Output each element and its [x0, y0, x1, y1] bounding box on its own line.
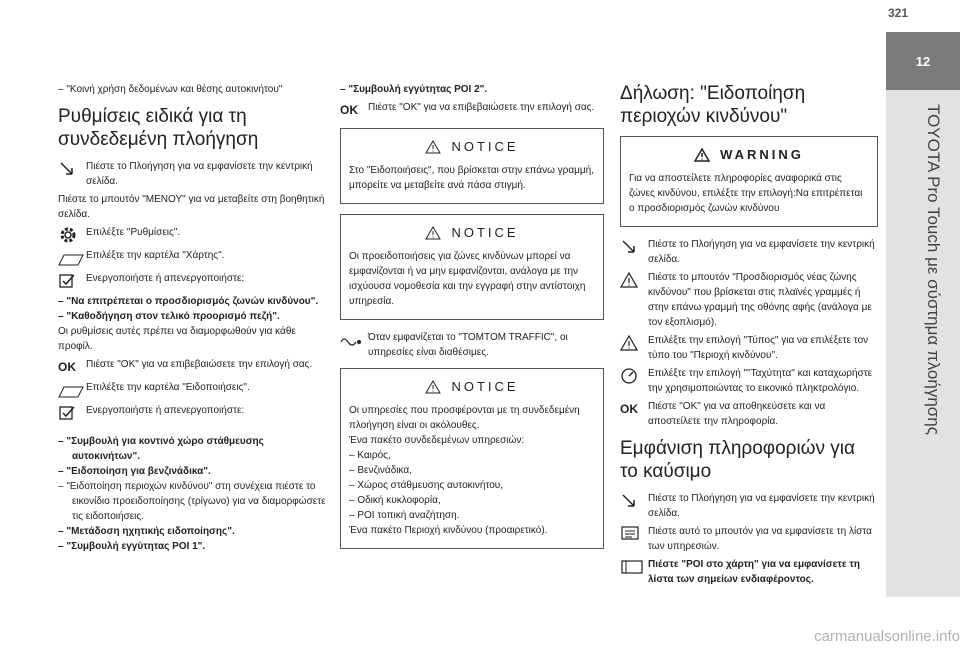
notice-text: Οι υπηρεσίες που προσφέρονται με τη συνδεδεμένη πλοήγηση είναι οι ακόλουθες.	[349, 405, 580, 431]
tab-icon	[58, 382, 84, 398]
map-tab-icon	[58, 250, 84, 266]
step-navigation	[58, 159, 328, 189]
step-text: Επιλέξτε την επιλογή "Τύπος" για να επιλέξετε τον τύπο του "Περιοχή κινδύνου".	[648, 335, 869, 361]
step-text: Επιλέξτε την καρτέλα "Χάρτης".	[86, 250, 225, 261]
notice-text: Ένα πακέτο Περιοχή κινδύνου (προαιρετικό).	[349, 525, 548, 536]
list-item: – "Συμβουλή εγγύτητας POI 1".	[58, 541, 206, 552]
warning-triangle-icon	[425, 140, 441, 154]
step-text: Πιέστε το μπουτόν "Προσδιορισμός νέας ζώνης κινδύνου" που βρίσκεται στις πλαϊνές γραμμές ή στην επάνω γραμμή της οθόνης αφής (ανάλογα με τον εξοπλισμό).	[648, 272, 872, 328]
step-poi	[620, 557, 878, 587]
step-settings	[58, 225, 328, 245]
step-text: Πιέστε "POI στο χάρτη" για να εμφανίσετε τη λίστα των σημείων ενδιαφέροντος.	[648, 559, 860, 585]
service-item: – Χώρος στάθμευσης αυτοκινήτου,	[349, 480, 504, 491]
notice-box	[340, 214, 604, 320]
services-list-icon	[620, 525, 642, 543]
option-item: – "Να επιτρέπεται ο προσδιορισμός ζωνών κινδύνου".	[58, 296, 319, 307]
step-navigation	[620, 491, 878, 521]
notice-label: NOTICE	[451, 379, 519, 394]
step-speed	[620, 366, 878, 396]
section-heading: Δήλωση: "Ειδοποίηση περιοχών κινδύνου"	[620, 83, 806, 127]
chapter-title: TOYOTA Pro Touch με σύστημα πλοήγησης	[924, 104, 943, 435]
step-text: Πιέστε το Πλοήγηση για να εμφανίσετε την κεντρική σελίδα.	[86, 161, 313, 187]
service-item: – POI τοπική αναζήτηση.	[349, 510, 460, 521]
danger-zone-icon	[620, 272, 638, 288]
tomtom-text: Όταν εμφανίζεται το "TOMTOM TRAFFIC", οι υπηρεσίες είναι διαθέσιμες.	[368, 332, 568, 358]
step-danger-zone	[620, 270, 878, 330]
column-1	[58, 82, 328, 554]
warning-triangle-icon	[425, 226, 441, 240]
step-text: Πιέστε "OK" για να αποθηκεύσετε και να αποστείλετε την πληροφορία.	[648, 401, 826, 427]
notice-label: NOTICE	[451, 225, 519, 240]
list-item: – "Ειδοποίηση περιοχών κινδύνου" στη συνέχεια πιέστε το εικονίδιο προειδοποίησης (τρίγωνο) για να διαμορφώσετε τις ειδοποιήσεις.	[58, 481, 326, 522]
watermark: carmanualsonline.info	[814, 628, 960, 645]
step-text: Ενεργοποιήστε ή απενεργοποιήστε:	[86, 273, 245, 284]
step-map-tab	[58, 248, 328, 268]
notice-text: Οι προειδοποιήσεις για ζώνες κινδύνων μπορεί να εμφανίζονται ή να μην εμφανίζονται, ανάλογα με την ισχύουσα νομοθεσία και την εγγραφή στην αντίστοιχη υπηρεσία.	[349, 251, 586, 307]
service-item: – Βενζινάδικα,	[349, 465, 412, 476]
list-item: – "Ειδοποίηση για βενζινάδικα".	[58, 466, 211, 477]
service-item: – Καιρός,	[349, 450, 391, 461]
checkbox-icon	[58, 404, 76, 422]
warning-triangle-icon	[694, 148, 710, 162]
ok-icon: OK	[620, 401, 638, 416]
warning-label: WARNING	[720, 147, 804, 162]
option-item: – "Καθοδήγηση στον τελικό προορισμό πεζή".	[58, 311, 280, 322]
step-text: Πιέστε το μπουτόν "ΜΕΝΟΥ" για να μεταβείτε στη βοηθητική σελίδα.	[58, 194, 325, 220]
navigation-arrow-icon	[58, 160, 76, 178]
notice-box	[340, 128, 604, 204]
step-ok	[340, 100, 604, 120]
section-heading: Ρυθμίσεις ειδικά για τη συνδεδεμένη πλοήγηση	[58, 106, 259, 150]
gear-icon	[58, 225, 78, 245]
section-heading: Εμφάνιση πληροφοριών για το καύσιμο	[620, 438, 856, 482]
step-text: Πιέστε "OK" για να επιβεβαιώσετε την επιλογή σας.	[368, 102, 595, 113]
list-item: – "Συμβουλή για κοντινό χώρο στάθμευσης αυτοκινήτων".	[58, 436, 264, 462]
chapter-side-tab	[886, 32, 960, 597]
column-3	[620, 82, 878, 590]
step-text: Πιέστε αυτό το μπουτόν για να εμφανίσετε τη λίστα των υπηρεσιών.	[648, 526, 872, 552]
step-text: Πιέστε το Πλοήγηση για να εμφανίσετε την κεντρική σελίδα.	[648, 239, 875, 265]
notice-text: Στο "Ειδοποιήσεις", που βρίσκεται στην επάνω γραμμή, μπορείτε να μεταβείτε ανά πάσα στιγμή.	[349, 165, 594, 191]
step-services	[620, 524, 878, 554]
speedometer-icon	[620, 367, 638, 385]
step-ok	[58, 357, 328, 377]
step-notifications-tab	[58, 380, 328, 400]
step-ok	[620, 399, 878, 429]
column-2	[340, 82, 604, 559]
note-text: Οι ρυθμίσεις αυτές πρέπει να διαμορφωθούν για κάθε προφίλ.	[58, 326, 296, 352]
step-toggle	[58, 271, 328, 291]
step-type	[620, 333, 878, 363]
poi-map-icon	[620, 558, 646, 576]
step-text: Πιέστε το Πλοήγηση για να εμφανίσετε την κεντρική σελίδα.	[648, 493, 875, 519]
top-item: – "Συμβουλή εγγύτητας POI 2".	[340, 84, 488, 95]
tomtom-row	[340, 330, 604, 360]
warning-text: Για να αποστείλετε πληροφορίες αναφορικά στις ζώνες κινδύνου, επιλέξτε την επιλογή:Να επιτρέπεται ο προσδιορισμός ζωνών κινδύνου	[629, 173, 863, 214]
warning-triangle-icon	[620, 335, 638, 351]
top-item: – "Κοινή χρήση δεδομένων και θέσης αυτοκινήτου"	[58, 84, 283, 95]
list-item: – "Μετάδοση ηχητικής ειδοποίησης".	[58, 526, 235, 537]
step-text: Επιλέξτε "Ρυθμίσεις".	[86, 227, 181, 238]
navigation-arrow-icon	[620, 238, 638, 256]
chapter-number: 12	[886, 32, 960, 90]
warning-triangle-icon	[425, 380, 441, 394]
tomtom-traffic-icon	[340, 334, 362, 346]
ok-icon: OK	[340, 102, 358, 117]
step-text: Ενεργοποιήστε ή απενεργοποιήστε:	[86, 405, 245, 416]
ok-icon: OK	[58, 359, 76, 374]
page-number: 321	[887, 6, 909, 20]
notice-text: Ένα πακέτο συνδεδεμένων υπηρεσιών:	[349, 435, 525, 446]
service-item: – Οδική κυκλοφορία,	[349, 495, 441, 506]
notice-label: NOTICE	[451, 139, 519, 154]
step-text: Πιέστε "OK" για να επιβεβαιώσετε την επιλογή σας.	[86, 359, 313, 370]
warning-box	[620, 136, 878, 227]
step-text: Επιλέξτε την επιλογή ""Ταχύτητα" και καταχωρήστε την χρησιμοποιώντας το εικονικό πληκτρολόγιο.	[648, 368, 873, 394]
step-text: Επιλέξτε την καρτέλα "Ειδοποιήσεις".	[86, 382, 250, 393]
checkbox-icon	[58, 272, 76, 290]
notice-box	[340, 368, 604, 549]
navigation-arrow-icon	[620, 492, 638, 510]
step-toggle-2	[58, 403, 328, 423]
step-navigation	[620, 237, 878, 267]
